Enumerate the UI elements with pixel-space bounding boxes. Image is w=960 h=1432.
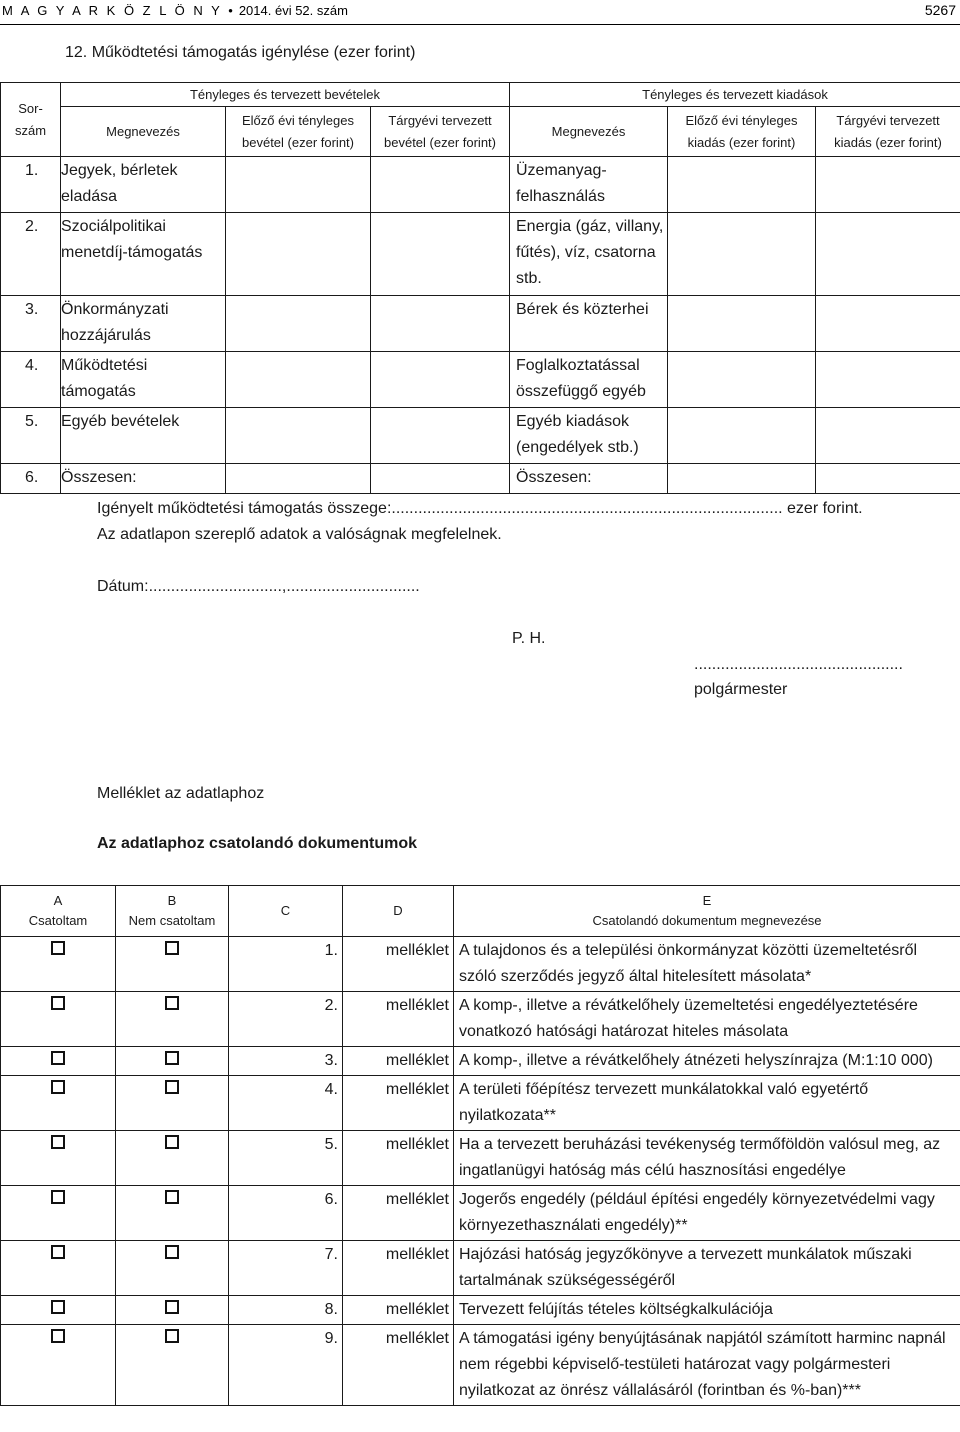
journal-title: M A G Y A R K Ö Z L Ö N Y • 2014. évi 52. szám: [2, 3, 348, 18]
income-name: Önkormányzati hozzájárulás: [61, 296, 226, 352]
annex-label: Melléklet az adatlaphoz: [97, 785, 265, 802]
expense-name: Foglalkoztatással összefüggő egyéb: [510, 352, 668, 408]
expense-prev-cell[interactable]: [668, 296, 816, 352]
expense-name: Üzemanyag-felhasználás: [510, 157, 668, 213]
annex-word: melléklet: [343, 937, 454, 992]
table-row: [1, 1296, 960, 1325]
income-name: Működtetési támogatás: [61, 352, 226, 408]
income-plan-cell[interactable]: [371, 352, 510, 408]
header-b: B Nem csatoltam: [116, 886, 229, 937]
annex-number: 8.: [229, 1296, 343, 1325]
attached-checkbox[interactable]: [51, 941, 65, 955]
header-plan-expense: Tárgyévi tervezett kiadás (ezer forint): [816, 107, 960, 157]
attached-checkbox[interactable]: [51, 1329, 65, 1343]
table-row-total: [1, 464, 960, 494]
income-prev-cell[interactable]: [226, 464, 371, 494]
table-row: [1, 992, 960, 1047]
expense-plan-cell[interactable]: [816, 157, 960, 213]
annex-word: melléklet: [343, 1047, 454, 1076]
row-number: 6.: [1, 464, 61, 494]
table-row: [1, 1241, 960, 1296]
table-row: [1, 157, 960, 213]
income-prev-cell[interactable]: [226, 352, 371, 408]
table-row: [1, 296, 960, 352]
header-prev-expense: Előző évi tényleges kiadás (ezer forint): [668, 107, 816, 157]
not-attached-checkbox[interactable]: [165, 1329, 179, 1343]
expense-name: Bérek és közterhei: [510, 296, 668, 352]
annex-number: 2.: [229, 992, 343, 1047]
table-row: [1, 408, 960, 464]
annex-word: melléklet: [343, 1076, 454, 1131]
document-description: A támogatási igény benyújtásának napjától számított harminc napnál nem régebbi képviselő-testületi határozat vagy polgármesteri nyilatkozat az önrész vállalásáról (forintban és %-ban)***: [454, 1325, 960, 1406]
expense-name: Egyéb kiadások (engedélyek stb.): [510, 408, 668, 464]
document-description: A komp-, illetve a révátkelőhely átnézeti helyszínrajza (M:1:10 000): [454, 1047, 960, 1076]
header-plan-income: Tárgyévi tervezett bevétel (ezer forint): [371, 107, 510, 157]
row-number: 4.: [1, 352, 61, 408]
expense-plan-cell[interactable]: [816, 352, 960, 408]
not-attached-checkbox[interactable]: [165, 1190, 179, 1204]
table-row: [1, 213, 960, 296]
mayor-label: polgármester: [694, 681, 788, 698]
documents-table: [0, 885, 960, 1406]
attached-checkbox[interactable]: [51, 996, 65, 1010]
attached-checkbox[interactable]: [51, 1135, 65, 1149]
table-row: [1, 937, 960, 992]
header-c: C: [229, 886, 343, 937]
annex-number: 9.: [229, 1325, 343, 1406]
annex-number: 5.: [229, 1131, 343, 1186]
income-prev-cell[interactable]: [226, 296, 371, 352]
page-number: 5267: [924, 2, 956, 18]
header-income-group: Tényleges és tervezett bevételek: [61, 83, 510, 107]
expense-plan-cell[interactable]: [816, 213, 960, 296]
expense-plan-cell[interactable]: [816, 464, 960, 494]
operating-support-table: [0, 82, 960, 494]
income-name: Jegyek, bérletek eladása: [61, 157, 226, 213]
table-row: [1, 1131, 960, 1186]
table-row: [1, 1047, 960, 1076]
expense-prev-cell[interactable]: [668, 408, 816, 464]
header-e: E Csatolandó dokumentum megnevezése: [454, 886, 960, 937]
not-attached-checkbox[interactable]: [165, 1080, 179, 1094]
income-prev-cell[interactable]: [226, 157, 371, 213]
annex-number: 6.: [229, 1186, 343, 1241]
running-header: [0, 0, 960, 25]
attached-checkbox[interactable]: [51, 1190, 65, 1204]
row-number: 1.: [1, 157, 61, 213]
attached-checkbox[interactable]: [51, 1300, 65, 1314]
header-sorszam: Sor- szám: [1, 83, 61, 157]
expense-plan-cell[interactable]: [816, 296, 960, 352]
row-number: 3.: [1, 296, 61, 352]
annex-number: 1.: [229, 937, 343, 992]
income-plan-cell[interactable]: [371, 408, 510, 464]
not-attached-checkbox[interactable]: [165, 1135, 179, 1149]
income-plan-cell[interactable]: [371, 296, 510, 352]
document-description: A komp-, illetve a révátkelőhely üzemeltetési engedélyeztetésére vonatkozó hatósági határozat hiteles másolata: [454, 992, 960, 1047]
income-plan-cell[interactable]: [371, 464, 510, 494]
annex-title: Az adatlaphoz csatolandó dokumentumok: [97, 835, 418, 852]
truth-statement: Az adatlapon szereplő adatok a valóságnak megfelelnek.: [97, 526, 502, 543]
document-description: Ha a tervezett beruházási tevékenység termőföldön valósul meg, az ingatlanügyi hatóság más célú hasznosítási engedélye: [454, 1131, 960, 1186]
document-description: Tervezett felújítás tételes költségkalkulációja: [454, 1296, 960, 1325]
expense-prev-cell[interactable]: [668, 213, 816, 296]
expense-name: Összesen:: [510, 464, 668, 494]
attached-checkbox[interactable]: [51, 1051, 65, 1065]
header-expense-name: Megnevezés: [510, 107, 668, 157]
annex-word: melléklet: [343, 1296, 454, 1325]
income-prev-cell[interactable]: [226, 213, 371, 296]
expense-name: Energia (gáz, villany, fűtés), víz, csatorna stb.: [510, 213, 668, 296]
income-plan-cell[interactable]: [371, 157, 510, 213]
stamp-label: P. H.: [512, 630, 546, 647]
attached-checkbox[interactable]: [51, 1080, 65, 1094]
section-title: 12. Működtetési támogatás igénylése (ezer forint): [65, 44, 416, 61]
document-description: A területi főépítész tervezett munkálatokkal való egyetértő nyilatkozata**: [454, 1076, 960, 1131]
header-a: A Csatoltam: [1, 886, 116, 937]
annex-word: melléklet: [343, 1131, 454, 1186]
expense-prev-cell[interactable]: [668, 157, 816, 213]
not-attached-checkbox[interactable]: [165, 941, 179, 955]
not-attached-checkbox[interactable]: [165, 1245, 179, 1259]
not-attached-checkbox[interactable]: [165, 1300, 179, 1314]
annex-word: melléklet: [343, 1186, 454, 1241]
requested-amount-line: Igényelt működtetési támogatás összege:........................................................................................ ezer forint.: [97, 500, 863, 517]
issue-number: 2014. évi 52. szám: [238, 3, 348, 18]
header-expense-group: Tényleges és tervezett kiadások: [510, 83, 960, 107]
table-row: [1, 352, 960, 408]
table-row: [1, 1325, 960, 1406]
income-plan-cell[interactable]: [371, 213, 510, 296]
expense-plan-cell[interactable]: [816, 408, 960, 464]
annex-number: 4.: [229, 1076, 343, 1131]
annex-word: melléklet: [343, 1241, 454, 1296]
table-row: [1, 1186, 960, 1241]
document-description: Hajózási hatóság jegyzőkönyve a tervezett munkálatok műszaki tartalmának szükségességéről: [454, 1241, 960, 1296]
document-description: A tulajdonos és a települési önkormányzat közötti üzemeltetésről szóló szerződés jegyző által hitelesített másolata*: [454, 937, 960, 992]
row-number: 5.: [1, 408, 61, 464]
document-description: Jogerős engedély (például építési engedély környezetvédelmi vagy környezethasználati engedély)**: [454, 1186, 960, 1241]
attached-checkbox[interactable]: [51, 1245, 65, 1259]
table-row: [1, 1076, 960, 1131]
expense-prev-cell[interactable]: [668, 352, 816, 408]
date-line: Dátum:..............................,..............................: [97, 578, 420, 595]
annex-word: melléklet: [343, 1325, 454, 1406]
income-name: Egyéb bevételek: [61, 408, 226, 464]
income-prev-cell[interactable]: [226, 408, 371, 464]
header-income-name: Megnevezés: [61, 107, 226, 157]
signature-line: ...............................................: [694, 656, 903, 673]
income-name: Szociálpolitikai menetdíj-támogatás: [61, 213, 226, 296]
row-number: 2.: [1, 213, 61, 296]
income-name: Összesen:: [61, 464, 226, 494]
not-attached-checkbox[interactable]: [165, 996, 179, 1010]
header-prev-income: Előző évi tényleges bevétel (ezer forint): [226, 107, 371, 157]
annex-word: melléklet: [343, 992, 454, 1047]
not-attached-checkbox[interactable]: [165, 1051, 179, 1065]
annex-number: 7.: [229, 1241, 343, 1296]
expense-prev-cell[interactable]: [668, 464, 816, 494]
annex-number: 3.: [229, 1047, 343, 1076]
header-d: D: [343, 886, 454, 937]
